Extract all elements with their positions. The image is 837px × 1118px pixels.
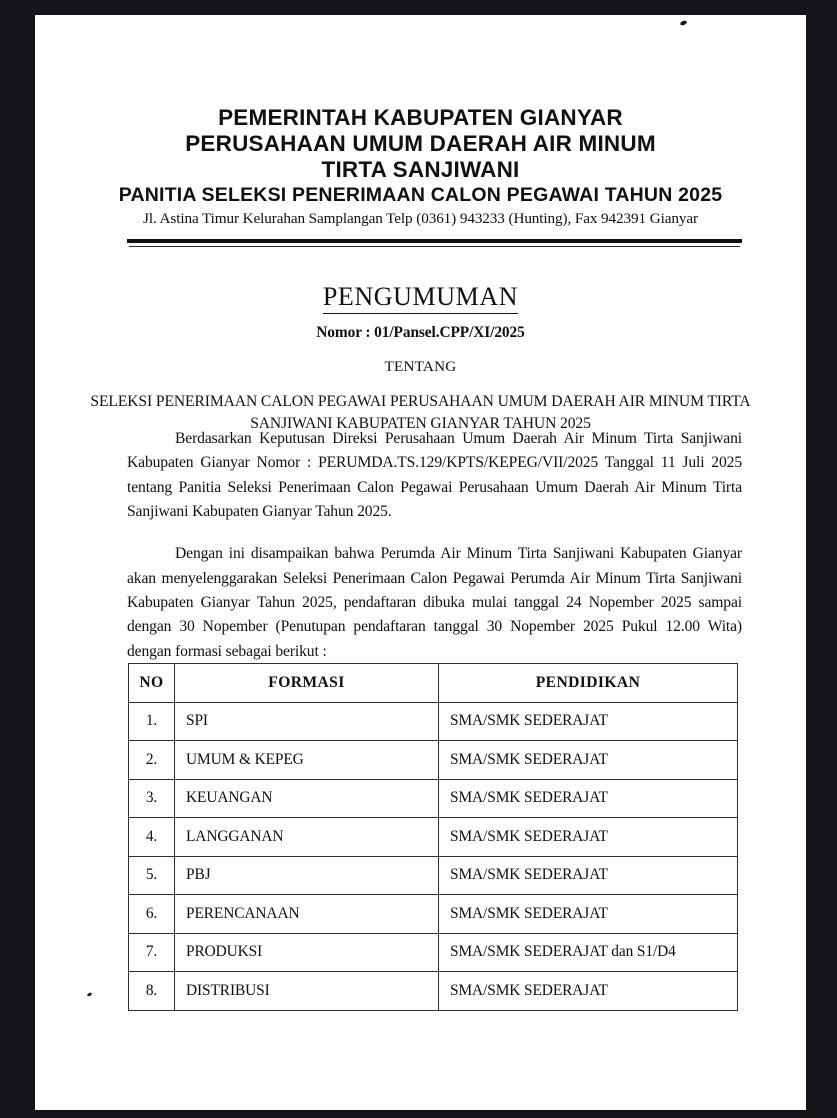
cell-formasi: DISTRIBUSI — [175, 972, 439, 1011]
cell-no: 7. — [129, 933, 175, 972]
cell-no: 4. — [129, 818, 175, 857]
cell-no: 3. — [129, 779, 175, 818]
table-header-row — [129, 664, 738, 703]
table-row — [129, 895, 738, 934]
scan-artifact-speck — [87, 992, 93, 997]
cell-formasi: KEUANGAN — [175, 779, 439, 818]
formation-table-container — [128, 663, 738, 1011]
cell-no: 6. — [129, 895, 175, 934]
cell-pendidikan: SMA/SMK SEDERAJAT — [439, 895, 738, 934]
cell-pendidikan: SMA/SMK SEDERAJAT — [439, 856, 738, 895]
column-header-pendidikan: PENDIDIKAN — [439, 664, 738, 703]
about-label: TENTANG — [384, 357, 457, 375]
cell-formasi: PERENCANAAN — [175, 895, 439, 934]
cell-pendidikan: SMA/SMK SEDERAJAT — [439, 741, 738, 780]
announcement-title-block — [35, 283, 806, 435]
cell-pendidikan: SMA/SMK SEDERAJAT dan S1/D4 — [439, 933, 738, 972]
document-number: Nomor : 01/Pansel.CPP/XI/2025 — [316, 323, 525, 341]
letterhead — [35, 105, 806, 228]
scan-artifact-speck — [679, 20, 687, 27]
cell-no: 1. — [129, 702, 175, 741]
cell-pendidikan: SMA/SMK SEDERAJAT — [439, 702, 738, 741]
table-row — [129, 818, 738, 857]
cell-pendidikan: SMA/SMK SEDERAJAT — [439, 779, 738, 818]
divider-thick-line — [127, 239, 742, 243]
letterhead-line-committee: PANITIA SELEKSI PENERIMAAN CALON PEGAWAI TAHUN 2025 — [118, 184, 723, 207]
document-subject: SELEKSI PENERIMAAN CALON PEGAWAI PERUSAHAAN UMUM DAERAH AIR MINUM TIRTA SANJIWANI KABUPATEN GIANYAR TAHUN 2025 — [90, 392, 751, 432]
body-paragraph-decree: Berdasarkan Keputusan Direksi Perusahaan Umum Daerah Air Minum Tirta Sanjiwani Kabupaten Gianyar Nomor : PERUMDA.TS.129/KPTS/KEPEG/VII/2025 Tanggal 11 Juli 2025 tentang Panitia Seleksi Penerimaan Calon Pegawai Perusahaan Umum Daerah Air Minum Tirta Sanjiwani Kabupaten Gianyar Tahun 2025. — [127, 430, 742, 520]
divider-thin-line — [129, 246, 740, 247]
table-row — [129, 856, 738, 895]
letterhead-address: Jl. Astina Timur Kelurahan Samplangan Telp (0361) 943233 (Hunting), Fax 942391 Gianyar — [143, 209, 698, 227]
letterhead-line-company-name: TIRTA SANJIWANI — [321, 157, 520, 183]
document-page — [35, 15, 806, 1110]
letterhead-line-company: PERUSAHAAN UMUM DAERAH AIR MINUM — [185, 131, 656, 157]
formation-table — [128, 663, 738, 1011]
cell-no: 8. — [129, 972, 175, 1011]
table-row — [129, 972, 738, 1011]
cell-no: 2. — [129, 741, 175, 780]
document-body — [127, 427, 742, 682]
cell-formasi: UMUM & KEPEG — [175, 741, 439, 780]
cell-formasi: SPI — [175, 702, 439, 741]
letterhead-line-government: PEMERINTAH KABUPATEN GIANYAR — [218, 105, 623, 130]
column-header-no: NO — [129, 664, 175, 703]
table-row — [129, 702, 738, 741]
cell-formasi: PRODUKSI — [175, 933, 439, 972]
table-row — [129, 933, 738, 972]
formation-table-body — [129, 702, 738, 1010]
cell-formasi: PBJ — [175, 856, 439, 895]
cell-pendidikan: SMA/SMK SEDERAJAT — [439, 972, 738, 1011]
table-row — [129, 741, 738, 780]
cell-pendidikan: SMA/SMK SEDERAJAT — [439, 818, 738, 857]
table-row — [129, 779, 738, 818]
cell-no: 5. — [129, 856, 175, 895]
page-title: PENGUMUMAN — [323, 283, 518, 314]
column-header-formasi: FORMASI — [175, 664, 439, 703]
cell-formasi: LANGGANAN — [175, 818, 439, 857]
letterhead-divider — [127, 239, 742, 247]
body-paragraph-announcement: Dengan ini disampaikan bahwa Perumda Air Minum Tirta Sanjiwani Kabupaten Gianyar akan menyelenggarakan Seleksi Penerimaan Calon Pegawai Perumda Air Minum Tirta Sanjiwani Kabupaten Gianyar Tahun 2025, pendaftaran dibuka mulai tanggal 24 Nopember 2025 sampai dengan 30 Nopember (Penutupan pendaftaran tanggal 30 Nopember 2025 Pukul 12.00 Wita) dengan formasi sebagai berikut : — [127, 545, 742, 660]
